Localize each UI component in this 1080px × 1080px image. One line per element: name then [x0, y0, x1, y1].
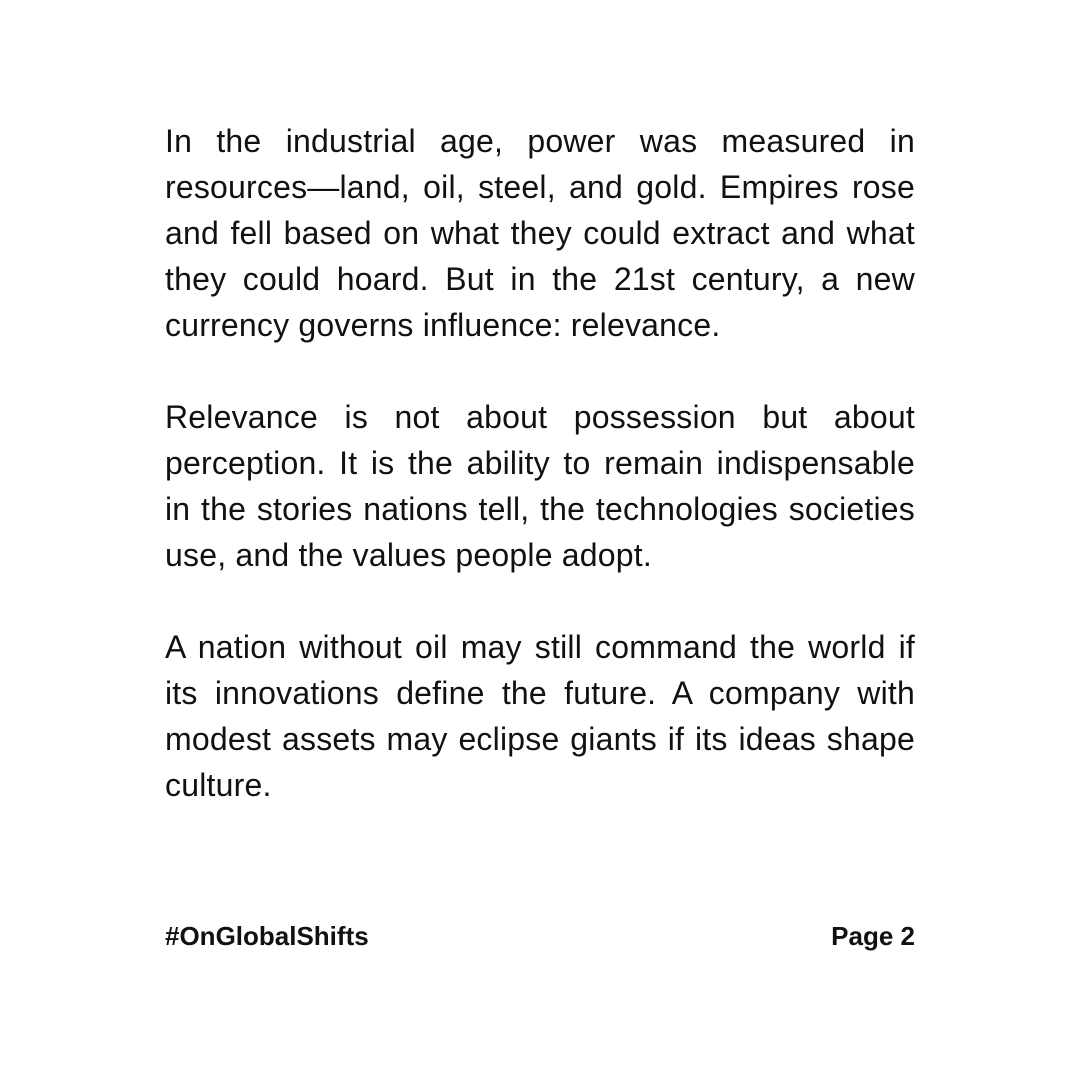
paragraph-1: In the industrial age, power was measured in resources—land, oil, steel, and gold. Empires rose and fell based on what they could extract and what they could hoard. But in the 21st century, a new currency governs influence: relevance. — [165, 123, 915, 343]
paragraph-3: A nation without oil may still command the world if its innovations define the future. A company with modest assets may eclipse giants if its ideas shape culture. — [165, 629, 915, 803]
hashtag-label: #OnGlobalShifts — [165, 921, 369, 951]
page-number: Page 2 — [831, 921, 915, 951]
page-footer — [165, 918, 915, 954]
paragraph-2: Relevance is not about possession but about perception. It is the ability to remain indispensable in the stories nations tell, the technologies societies use, and the values people adopt. — [165, 399, 915, 573]
article-body — [165, 118, 915, 808]
